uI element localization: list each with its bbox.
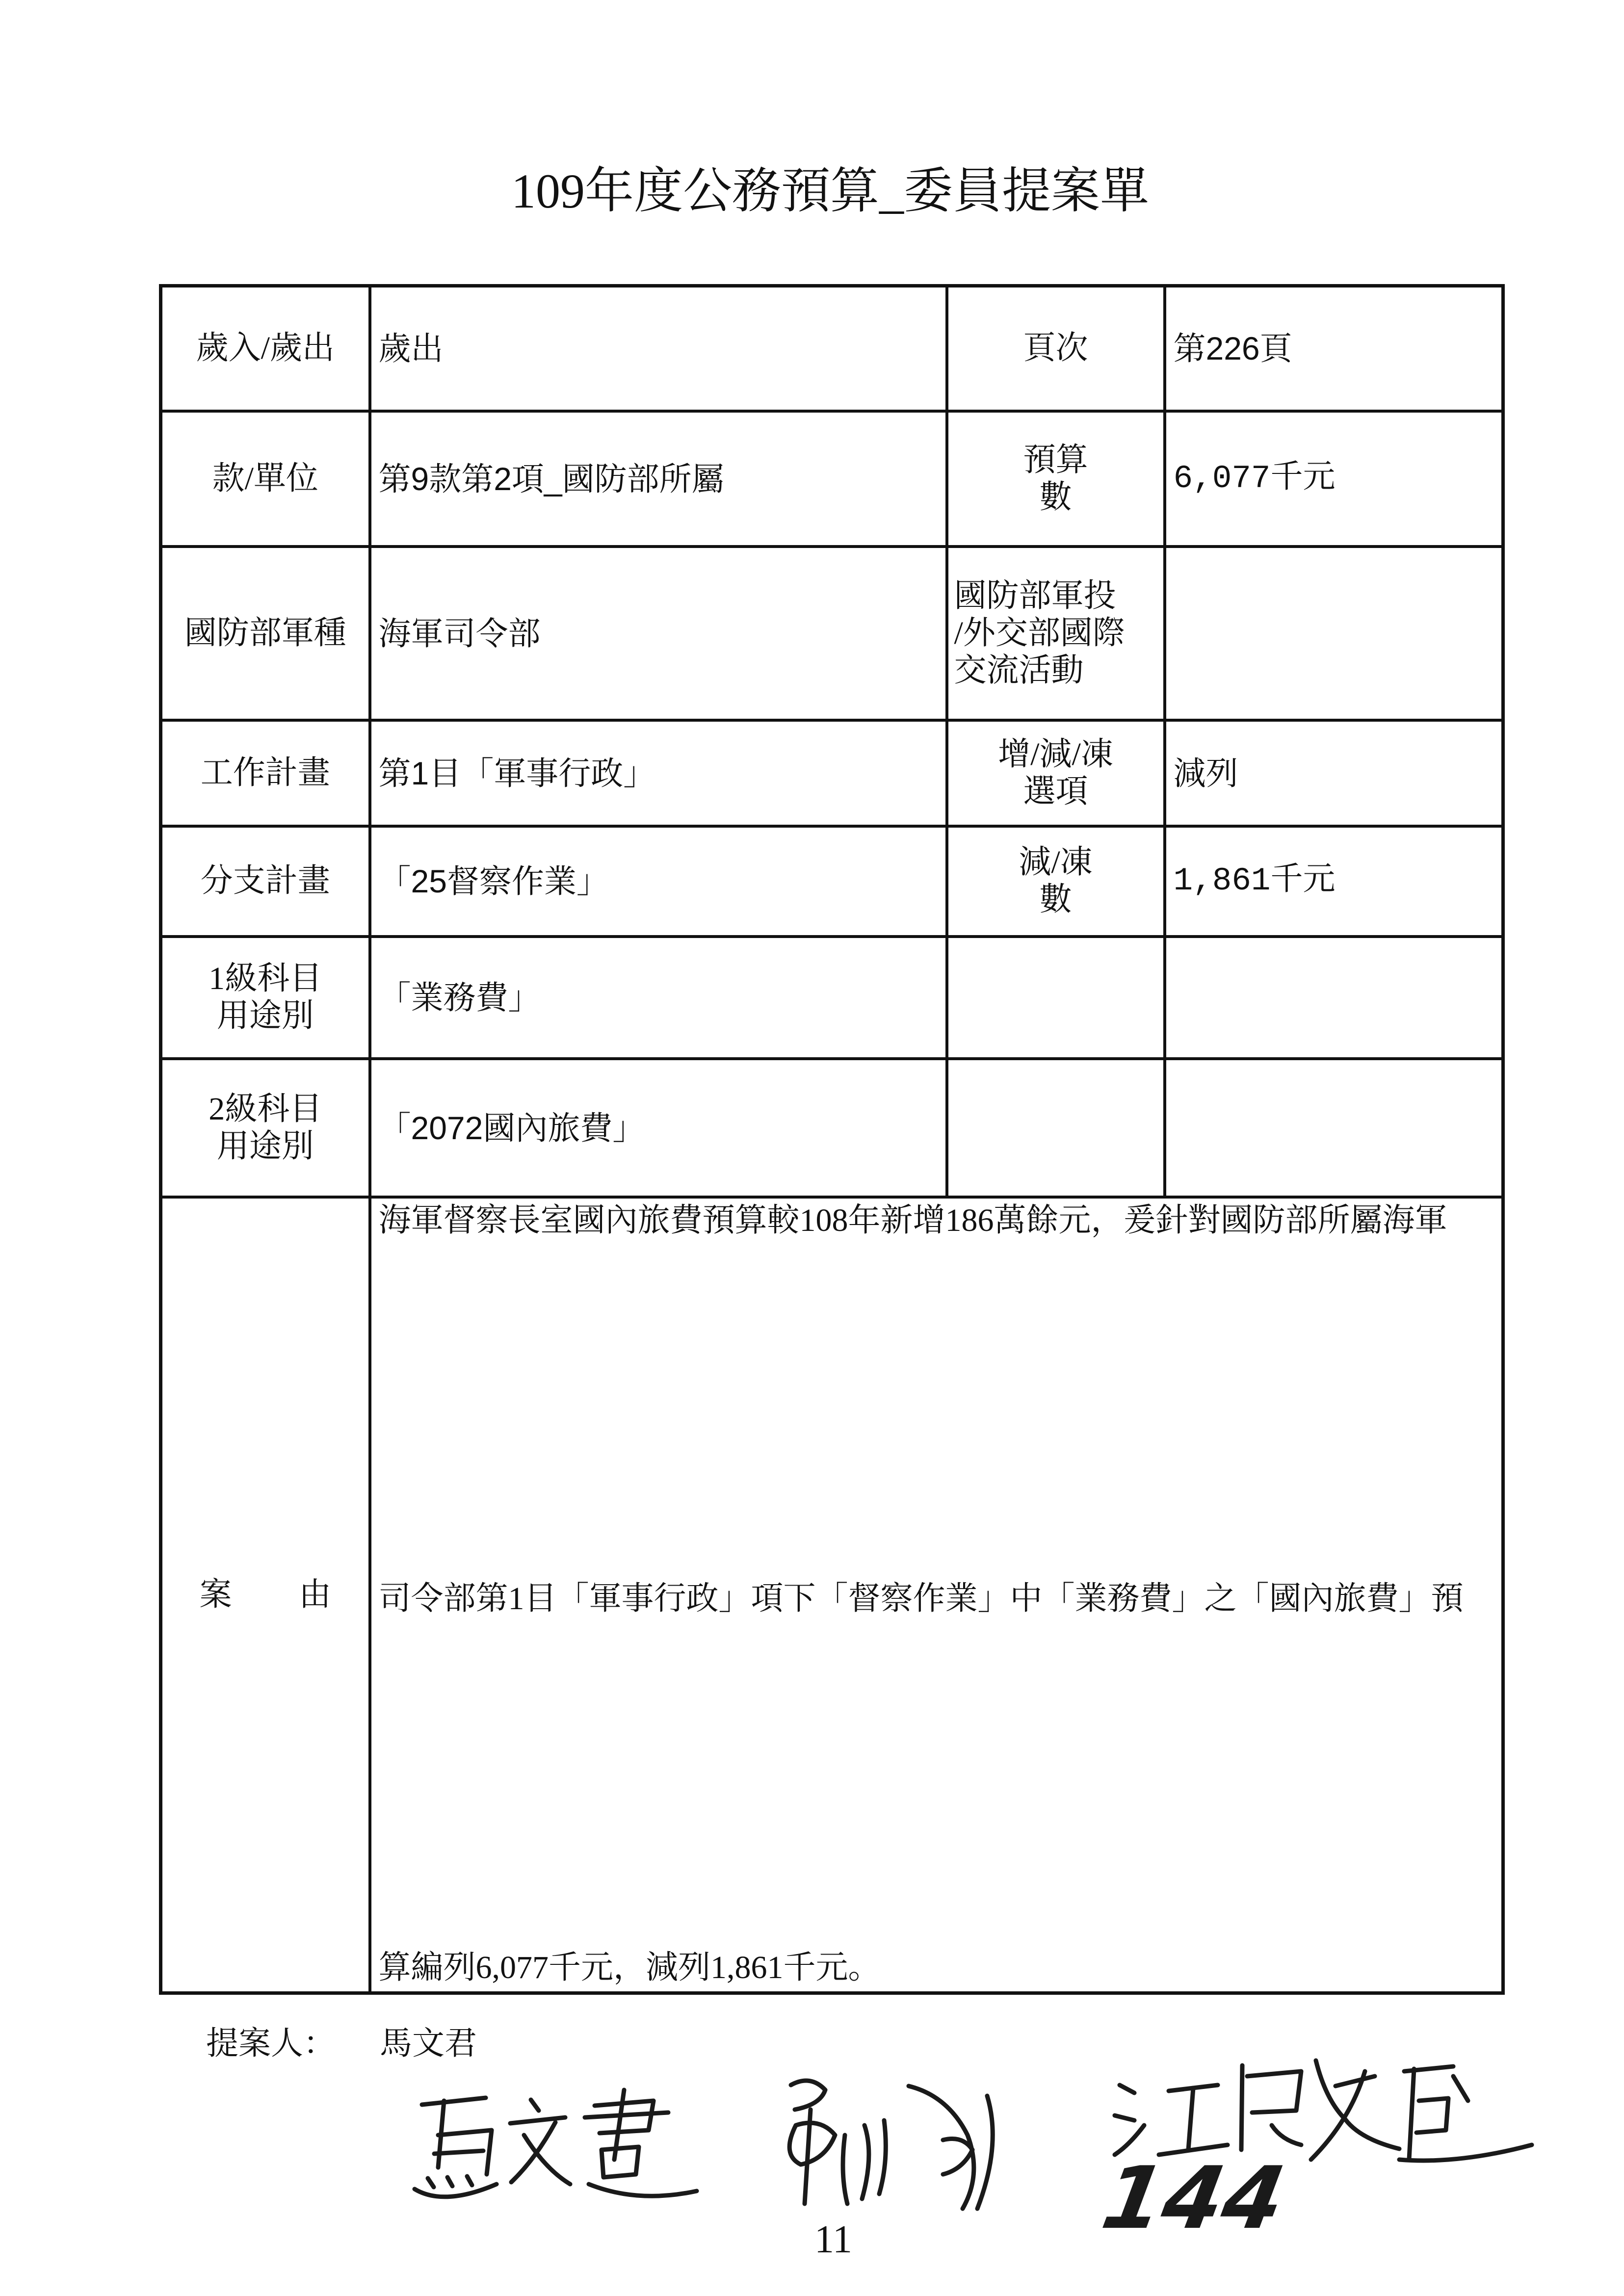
value-page: 第226頁 [1165, 286, 1503, 411]
form-row-reason [161, 1197, 1503, 1993]
signatures [0, 2011, 1624, 2276]
empty-cell [1165, 1059, 1503, 1197]
proposer-name: 馬文君 [380, 2025, 477, 2061]
empty-cell [947, 1059, 1165, 1197]
label-section-unit: 款/單位 [161, 411, 370, 547]
signature-2 [789, 2081, 993, 2209]
label-military-branch: 國防部軍種 [161, 547, 370, 720]
label-branch-plan: 分支計畫 [161, 826, 370, 937]
label-budget-amount: 預算 數 [947, 411, 1165, 547]
value-reason [370, 1197, 1503, 1993]
label-reduction-amount: 減/凍 數 [947, 826, 1165, 937]
signature-1 [415, 2090, 697, 2197]
value-reduction-amount: 1,861千元 [1165, 826, 1503, 937]
reason-text-box [379, 1201, 1494, 1988]
value-adjust-option: 減列 [1165, 720, 1503, 826]
empty-cell [1165, 937, 1503, 1059]
label-adjust-option: 增/減/凍 選項 [947, 720, 1165, 826]
value-exchange-activity [1165, 547, 1503, 720]
value-section-unit: 第9款第2項_國防部所屬 [370, 411, 947, 547]
value-branch-plan: 「25督察作業」 [370, 826, 947, 937]
label-work-plan: 工作計畫 [161, 720, 370, 826]
reason-line-2: 司令部第1目「軍事行政」項下「督察作業」中「業務費」之「國內旅費」預 [378, 1581, 1464, 1617]
label-page: 頁次 [947, 286, 1165, 411]
handwritten-number: 144 [1095, 2149, 1292, 2248]
signature-3 [1115, 2061, 1532, 2161]
form-row-level1-subject [161, 937, 1503, 1059]
empty-cell [947, 937, 1165, 1059]
form-row-branch-plan [161, 826, 1503, 937]
value-level2-subject: 「2072國內旅費」 [370, 1059, 947, 1197]
label-exchange-activity: 國防部軍投 /外交部國際 交流活動 [947, 547, 1165, 720]
value-budget-amount: 6,077千元 [1165, 411, 1503, 547]
label-revenue-expense: 歲入/歲出 [161, 286, 370, 411]
form-row-section-unit [161, 411, 1503, 547]
reason-line-1: 海軍督察長室國內旅費預算較108年新增186萬餘元，爰針對國防部所屬海軍 [378, 1202, 1447, 1239]
proposer-label: 提案人： [206, 2025, 336, 2061]
value-work-plan: 第1目「軍事行政」 [370, 720, 947, 826]
value-revenue-expense: 歲出 [370, 286, 947, 411]
form-row-level2-subject [161, 1059, 1503, 1197]
label-level2-subject: 2級科目 用途別 [161, 1059, 370, 1197]
page-title: 109年度公務預算_委員提案單 [511, 164, 1149, 218]
label-level1-subject: 1級科目 用途別 [161, 937, 370, 1059]
label-reason: 案 由 [161, 1197, 370, 1993]
form-row-military-branch [161, 547, 1503, 720]
value-military-branch: 海軍司令部 [370, 547, 947, 720]
reason-line-3: 算編列6,077千元，減列1,861千元。 [378, 1950, 881, 1986]
page-number: 11 [814, 2218, 853, 2261]
form-row-revenue-expense [161, 286, 1503, 411]
value-level1-subject: 「業務費」 [370, 937, 947, 1059]
proposal-form-table [159, 284, 1505, 1995]
form-row-work-plan [161, 720, 1503, 826]
